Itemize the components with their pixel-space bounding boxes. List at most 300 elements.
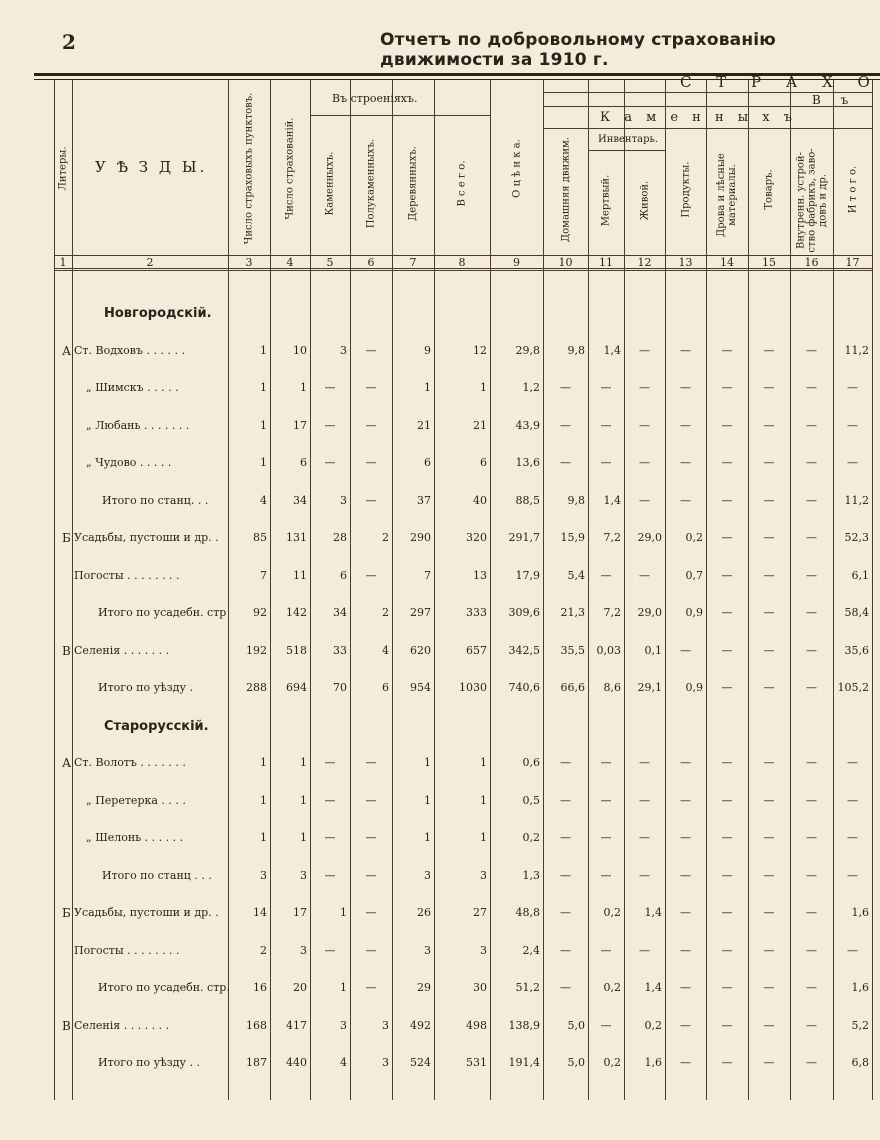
table-cell: — (806, 943, 817, 957)
table-cell: — (763, 343, 775, 357)
table-cell: — (600, 868, 612, 882)
column-number: 1 (59, 256, 67, 269)
table-cell: — (763, 868, 775, 882)
column-number: 17 (845, 256, 860, 269)
table-cell: — (600, 943, 612, 957)
table-cell: — (680, 418, 691, 432)
table-cell: 16 (253, 981, 267, 994)
table-cell: 20 (293, 981, 307, 994)
table-cell: 4 (260, 493, 267, 507)
table-cell: 1 (424, 831, 431, 844)
table-cell: 2,4 (522, 943, 540, 957)
row-label: „ Чудово . . . . . (86, 456, 172, 469)
table-cell: 3 (260, 868, 267, 882)
table-cell: — (324, 456, 336, 469)
table-cell: — (560, 943, 571, 957)
table-cell: — (600, 831, 612, 844)
table-cell: — (365, 343, 377, 357)
header-col9: О ц ѣ н к а. (511, 138, 522, 198)
row-label: Селенія . . . . . . . (74, 1018, 170, 1032)
table-cell: 43,9 (515, 418, 540, 432)
table-cell: — (721, 606, 733, 619)
table-cell: 3 (424, 943, 431, 957)
page-title: Отчетъ по добровольному страхованію движимости за 1910 г. (380, 30, 777, 70)
table-cell: 35,5 (560, 643, 585, 657)
table-cell: — (763, 943, 775, 957)
table-cell: — (806, 418, 817, 432)
section-title: Новгородскій. (104, 306, 212, 321)
table-cell: — (806, 381, 817, 394)
header-strakho: С Т Р А Х О (680, 73, 880, 91)
column-rule (54, 80, 55, 1100)
table-cell: — (680, 456, 691, 469)
table-cell: — (680, 831, 691, 844)
table-cell: 37 (417, 493, 431, 507)
table-cell: 4 (382, 643, 389, 657)
table-cell: — (365, 381, 377, 394)
table-cell: — (324, 418, 336, 432)
table-cell: 12 (473, 343, 487, 357)
table-cell: 342,5 (508, 643, 540, 657)
row-label: „ Шимскъ . . . . . (86, 381, 179, 394)
table-cell: — (806, 531, 817, 544)
table-cell: — (806, 493, 817, 507)
column-number: 7 (409, 256, 417, 269)
header-col4: Число страхованій. (284, 117, 296, 220)
table-cell: — (847, 943, 858, 957)
row-label: Итого по усадебн. стр. (98, 981, 230, 994)
table-cell: 17 (293, 418, 307, 432)
table-cell: — (600, 456, 612, 469)
table-cell: — (560, 418, 571, 432)
table-cell: 3 (480, 943, 487, 957)
table-cell: — (365, 831, 377, 844)
column-number: 8 (458, 256, 466, 269)
table-cell: — (763, 831, 775, 844)
column-rule (833, 80, 834, 1100)
table-cell: — (639, 493, 650, 507)
table-cell: — (365, 868, 377, 882)
table-cell: 85 (253, 531, 267, 544)
table-cell: — (847, 756, 858, 769)
table-cell: — (847, 831, 858, 844)
table-cell: 309,6 (508, 606, 540, 619)
table-cell: 8,6 (603, 681, 621, 694)
table-cell: 3 (340, 1018, 347, 1032)
page-number: 2 (62, 30, 76, 54)
table-cell: 6,8 (851, 1056, 869, 1069)
table-cell: 21 (417, 418, 431, 432)
table-cell: — (806, 981, 817, 994)
table-cell: — (560, 906, 571, 919)
table-cell: — (721, 793, 733, 807)
column-number: 13 (678, 256, 693, 269)
table-cell: — (680, 643, 691, 657)
table-cell: 1 (424, 793, 431, 807)
table-cell: 1 (260, 456, 267, 469)
table-cell: 88,5 (515, 493, 540, 507)
column-number: 12 (637, 256, 652, 269)
column-rule (624, 80, 625, 1100)
table-cell: — (721, 756, 733, 769)
table-cell: 1 (340, 981, 347, 994)
table-cell: 187 (246, 1056, 267, 1069)
table-cell: — (721, 1018, 733, 1032)
table-cell: 11,2 (844, 343, 869, 357)
column-rule (665, 80, 666, 1100)
table-cell: — (365, 418, 377, 432)
table-cell: 0,1 (644, 643, 662, 657)
table-cell: — (721, 418, 733, 432)
header-kamen: К а м е н н ы х ъ (600, 110, 797, 125)
column-number: 3 (245, 256, 253, 269)
table-cell: 1,2 (522, 381, 540, 394)
header-col11: Мертвый. (600, 174, 612, 226)
table-cell: — (600, 793, 612, 807)
table-cell: 1 (260, 418, 267, 432)
table-cell: 518 (286, 643, 307, 657)
table-cell: 3 (340, 343, 347, 357)
table-cell: 7,2 (603, 531, 621, 544)
header-col12: Живой. (639, 180, 650, 220)
table-cell: — (763, 606, 775, 619)
column-rule (228, 80, 229, 1100)
table-cell: 1 (300, 793, 307, 807)
table-cell: — (639, 343, 650, 357)
table-cell: 498 (466, 1018, 487, 1032)
table-cell: — (680, 1018, 691, 1032)
table-cell: 1 (480, 831, 487, 844)
table-cell: 740,6 (508, 681, 540, 694)
header-col16: Внутренн. устрой-ство фабрикъ, заво-довъ и др. (795, 147, 828, 253)
column-rule (706, 80, 707, 1100)
header-col8: В с е г о. (456, 159, 468, 207)
table-cell: 11,2 (844, 493, 869, 507)
table-cell: 142 (286, 606, 307, 619)
table-cell: — (680, 381, 691, 394)
table-cell: — (600, 418, 612, 432)
table-cell: — (763, 456, 775, 469)
table-cell: 954 (410, 681, 431, 694)
table-cell: 0,2 (685, 531, 703, 544)
table-cell: — (365, 793, 377, 807)
table-cell: 0,2 (603, 906, 621, 919)
table-cell: 1 (260, 756, 267, 769)
table-cell: 4 (340, 1056, 347, 1069)
group-rule-inventar (588, 150, 665, 151)
table-cell: 34 (293, 493, 307, 507)
table-cell: — (806, 793, 817, 807)
table-cell: 1,4 (603, 493, 621, 507)
table-cell: 131 (286, 531, 307, 544)
table-cell: 191,4 (508, 1056, 540, 1069)
header-col13: Продукты. (680, 160, 691, 218)
table-cell: — (639, 831, 650, 844)
table-cell: — (763, 681, 775, 694)
table-cell: 1,4 (644, 906, 662, 919)
table-cell: — (560, 793, 571, 807)
table-cell: — (639, 943, 650, 957)
table-cell: 6 (424, 456, 431, 469)
table-cell: — (806, 606, 817, 619)
table-cell: — (365, 568, 377, 582)
table-cell: — (600, 381, 612, 394)
table-cell: — (721, 981, 733, 994)
table-cell: 29,0 (637, 606, 662, 619)
table-cell: 1 (480, 381, 487, 394)
table-cell: — (763, 981, 775, 994)
header-v: В ъ (812, 93, 857, 107)
row-letter: Б (62, 906, 71, 920)
table-cell: 1,6 (644, 1056, 662, 1069)
table-cell: — (806, 906, 817, 919)
row-label: Итого по усадебн. стр (98, 606, 227, 619)
table-cell: 3 (382, 1056, 389, 1069)
table-cell: 1 (300, 756, 307, 769)
table-cell: — (763, 643, 775, 657)
table-cell: 21,3 (560, 606, 585, 619)
table-cell: 2 (382, 606, 389, 619)
table-cell: 28 (333, 531, 347, 544)
table-cell: 1030 (459, 681, 487, 694)
table-cell: — (806, 756, 817, 769)
table-cell: — (365, 756, 377, 769)
column-rule (310, 80, 311, 1100)
table-cell: 1,4 (603, 343, 621, 357)
header-col6: Полукаменныхъ. (365, 138, 377, 228)
table-cell: 0,2 (603, 981, 621, 994)
table-cell: 288 (246, 681, 267, 694)
table-cell: — (680, 756, 691, 769)
table-cell: 29,8 (515, 343, 540, 357)
table-cell: 11 (293, 568, 307, 582)
table-cell: 66,6 (560, 681, 585, 694)
table-cell: 3 (382, 1018, 389, 1032)
table-cell: 291,7 (508, 531, 540, 544)
column-number: 5 (326, 256, 334, 269)
header-col10: Домашняя движим. (560, 136, 571, 242)
row-label: Погосты . . . . . . . . (74, 568, 180, 582)
table-cell: 5,0 (567, 1056, 585, 1069)
table-cell: 48,8 (515, 906, 540, 919)
table-cell: 51,2 (515, 981, 540, 994)
row-label: Погосты . . . . . . . . (74, 943, 180, 957)
table-cell: — (600, 1018, 612, 1032)
table-cell: — (324, 381, 336, 394)
column-rule (392, 80, 393, 1100)
column-number: 2 (146, 256, 154, 269)
row-label: Итого по станц. . . (102, 493, 209, 507)
table-cell: — (721, 681, 733, 694)
table-cell: 17,9 (515, 568, 540, 582)
header-col1: Литеры. (57, 146, 69, 190)
table-cell: — (763, 793, 775, 807)
table-cell: — (680, 943, 691, 957)
table-cell: — (680, 493, 691, 507)
header-col3: Число страховыхъ пунктовъ. (243, 92, 255, 244)
table-cell: — (847, 381, 858, 394)
table-cell: 168 (246, 1018, 267, 1032)
table-cell: — (324, 943, 336, 957)
column-number: 4 (286, 256, 294, 269)
column-rule (270, 80, 271, 1100)
column-number: 14 (720, 256, 734, 269)
table-cell: 5,0 (567, 1018, 585, 1032)
table-cell: 26 (417, 906, 431, 919)
column-rule (350, 80, 351, 1100)
table-cell: 1 (480, 756, 487, 769)
table-cell: 34 (333, 606, 347, 619)
table-cell: 3 (340, 493, 347, 507)
table-cell: — (721, 343, 733, 357)
column-rule (588, 80, 589, 1100)
table-cell: 492 (410, 1018, 431, 1032)
number-rule-2 (54, 270, 872, 271)
table-cell: 58,4 (844, 606, 869, 619)
column-number: 16 (804, 256, 819, 269)
table-cell: — (680, 906, 691, 919)
table-cell: — (324, 831, 336, 844)
table-cell: — (721, 868, 733, 882)
table-cell: — (806, 1056, 817, 1069)
table-cell: — (763, 418, 775, 432)
table-cell: — (806, 1018, 817, 1032)
column-rule (543, 80, 544, 1100)
table-cell: 0,6 (522, 756, 540, 769)
table-cell: 1 (340, 906, 347, 919)
table-cell: 15,9 (560, 531, 585, 544)
table-cell: — (763, 493, 775, 507)
table-cell: 0,9 (685, 681, 703, 694)
table-cell: 0,2 (603, 1056, 621, 1069)
row-label: Ст. Водховъ . . . . . . (74, 343, 185, 357)
table-cell: 10 (293, 343, 307, 357)
row-label: Итого по уѣзду . (98, 681, 193, 694)
table-cell: 6 (382, 681, 389, 694)
table-cell: — (721, 493, 733, 507)
header-col7: Деревянныхъ. (407, 145, 419, 221)
column-rule (434, 80, 435, 1100)
table-cell: 440 (286, 1056, 307, 1069)
row-letter: В (62, 1018, 71, 1033)
table-cell: — (560, 381, 571, 394)
group-rule-kamen (543, 128, 872, 129)
table-cell: 0,5 (522, 793, 540, 807)
table-cell: 1 (300, 381, 307, 394)
table-cell: — (639, 381, 650, 394)
table-cell: — (560, 981, 571, 994)
section-title: Старорусскій. (104, 718, 209, 734)
table-cell: 5,2 (851, 1018, 869, 1032)
row-label: Усадьбы, пустоши и др. . (74, 906, 219, 919)
table-cell: 620 (410, 643, 431, 657)
table-cell: 0,7 (685, 568, 703, 582)
header-col14: Дрова и лѣсные материалы. (716, 152, 738, 237)
table-cell: 9,8 (567, 493, 585, 507)
table-cell: — (763, 531, 775, 544)
table-cell: 29 (417, 981, 431, 994)
table-cell: — (680, 343, 691, 357)
column-rule (790, 80, 791, 1100)
table-cell: 52,3 (844, 531, 869, 544)
table-cell: — (639, 418, 650, 432)
table-cell: 33 (333, 643, 347, 657)
table-cell: — (721, 381, 733, 394)
table-cell: 29,0 (637, 531, 662, 544)
table-cell: — (763, 1018, 775, 1032)
table-cell: 1 (260, 831, 267, 844)
table-cell: 1,6 (851, 906, 869, 919)
table-cell: 0,03 (596, 643, 621, 657)
table-cell: — (680, 793, 691, 807)
table-cell: 29,1 (637, 681, 662, 694)
table-cell: 13,6 (515, 456, 540, 469)
table-cell: 0,9 (685, 606, 703, 619)
table-cell: 7,2 (603, 606, 621, 619)
table-cell: — (324, 868, 336, 882)
row-label: „ Перетерка . . . . (86, 793, 186, 807)
table-cell: — (806, 456, 817, 469)
table-cell: — (324, 756, 336, 769)
row-label: „ Любань . . . . . . . (86, 418, 190, 432)
row-label: „ Шелонь . . . . . . (86, 831, 184, 844)
column-number: 15 (762, 256, 776, 269)
table-cell: — (365, 456, 377, 469)
column-rule (490, 80, 491, 1100)
table-cell: 0,2 (522, 831, 540, 844)
table-cell: — (560, 868, 571, 882)
row-letter: А (62, 756, 72, 770)
table-cell: — (680, 868, 691, 882)
table-cell: 694 (286, 681, 307, 694)
table-cell: — (365, 981, 377, 994)
row-label: Итого по уѣзду . . (98, 1056, 200, 1069)
table-cell: — (721, 531, 733, 544)
header-col15: Товаръ. (763, 168, 775, 210)
column-number: 6 (367, 256, 375, 269)
table-cell: 70 (333, 681, 347, 694)
table-cell: 14 (253, 906, 267, 919)
table-cell: — (806, 343, 817, 357)
group-rule-buildings (310, 115, 490, 116)
table-cell: — (847, 456, 858, 469)
table-cell: — (721, 568, 733, 582)
table-cell: — (763, 1056, 775, 1069)
table-cell: 1 (424, 381, 431, 394)
column-rule (748, 80, 749, 1100)
table-cell: — (365, 906, 377, 919)
table-cell: 0,2 (644, 1018, 662, 1032)
table-cell: — (639, 868, 650, 882)
table-cell: — (847, 418, 858, 432)
table-cell: 531 (466, 1056, 487, 1069)
table-cell: 3 (300, 943, 307, 957)
table-cell: — (365, 493, 377, 507)
table-cell: 5,4 (567, 568, 585, 582)
table-cell: — (763, 756, 775, 769)
table-cell: 27 (473, 906, 487, 919)
table-cell: — (806, 681, 817, 694)
table-cell: 3 (480, 868, 487, 882)
table-cell: 3 (424, 868, 431, 882)
table-cell: 6,1 (851, 568, 869, 582)
table-cell: — (324, 793, 336, 807)
table-cell: 1 (260, 793, 267, 807)
table-cell: — (721, 456, 733, 469)
table-cell: 17 (293, 906, 307, 919)
table-cell: 1 (480, 793, 487, 807)
header-buildings: Въ строеніяхъ. (332, 92, 418, 105)
